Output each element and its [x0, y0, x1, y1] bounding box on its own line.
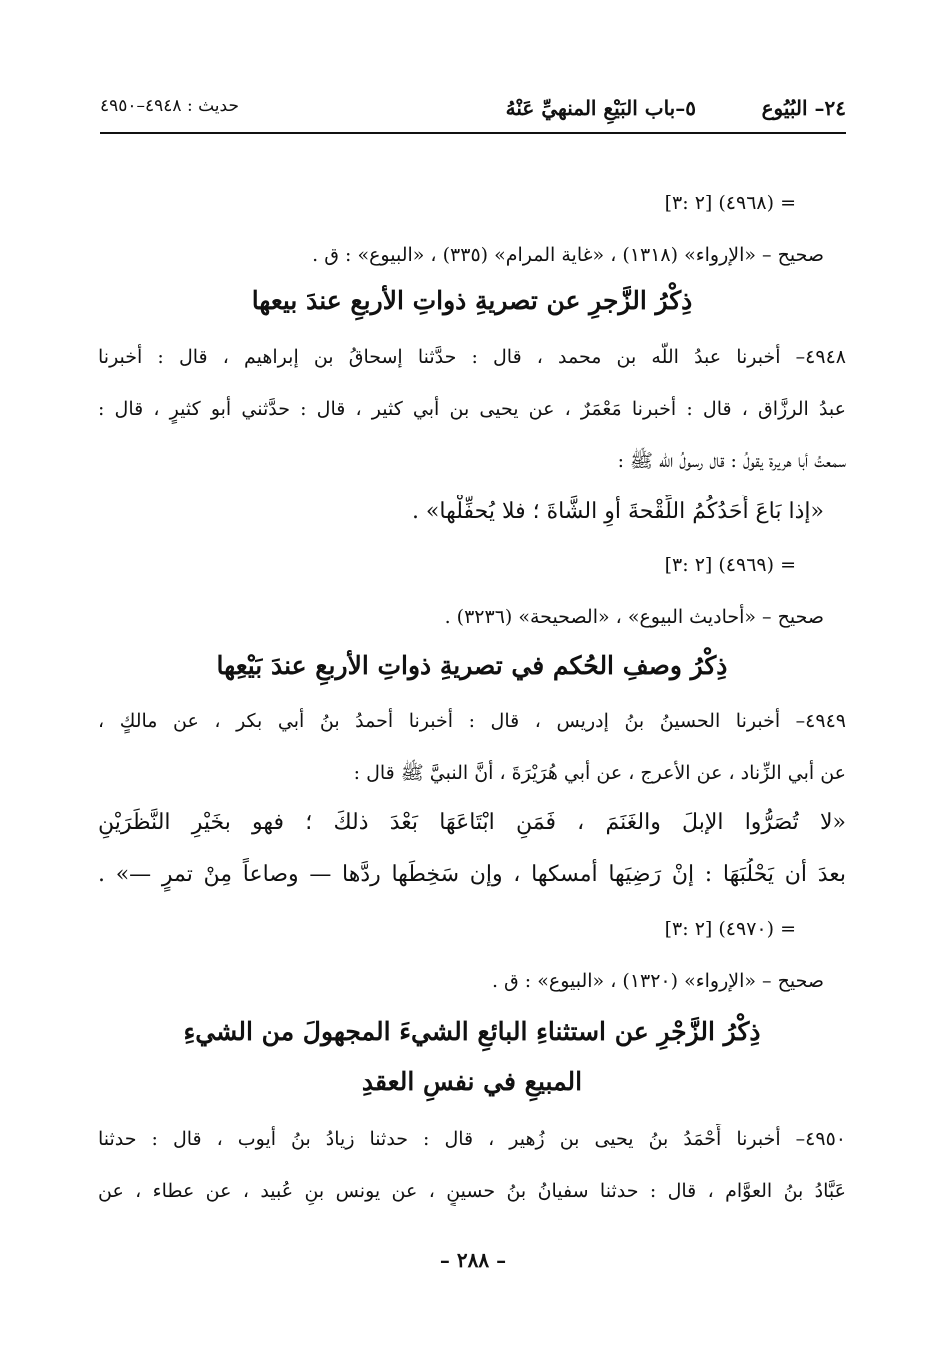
- hadith-4949-line-2: عن أبي الزِّناد ، عن الأعرج ، عن أبي هُرَيْرَةَ ، أنَّ النبيَّ ﷺ قال :: [353, 762, 846, 784]
- cross-reference-4969: = (٤٩٦٩) [٢ :٣]: [664, 554, 796, 576]
- hadith-range: حديث : ٤٩٤٨–٤٩٥٠: [100, 96, 239, 116]
- running-header: [100, 92, 846, 134]
- hadith-4948-line-1: ٤٩٤٨– أخبرنا عبدُ اللّه بن محمد ، قال : حدَّثنا إسحاقُ بن إبراهيم ، قال : أخبرنا: [98, 346, 846, 368]
- section-heading-line-1: ذِكْرُ الزَّجْرِ عن استثناءِ البائعِ الشيءَ المجهولَ من الشيءِ: [183, 1017, 761, 1046]
- hadith-4950-line-2: عَبَّادُ بنُ العوَّام ، قال : حدثنا سفيانُ بنُ حسينٍ ، عن يونس بنِ عُبيد ، عن عطاء ، عن: [98, 1180, 846, 1202]
- cross-reference-4968: = (٤٩٦٨) [٢ :٣]: [664, 192, 796, 214]
- section-heading: ذِكْرُ الزَّجرِ عن تصريةِ ذواتِ الأربعِ عندَ بيعها: [251, 286, 693, 315]
- hadith-4949-line-1: ٤٩٤٩– أخبرنا الحسينُ بنُ إدريس ، قال : أخبرنا أحمدُ بنُ أبي بكر ، عن مالكٍ ،: [98, 710, 846, 732]
- hadith-4948-line-2: عبدُ الرزَّاق ، قال : أخبرنا مَعْمَرٌ ، عن يحيى بن أبي كثير ، قال : حدَّثني أبو كثيرٍ ، قال :: [98, 398, 846, 420]
- hadith-4949-matn-2: بعدَ أن يَحْلُبَهَا : إنْ رَضِيَها أمسكها ، وإن سَخِطَها ردَّها — وصاعاً مِنْ تمرٍ —» .: [98, 862, 846, 887]
- book-title: ٢٤– البُيُوع: [761, 96, 846, 120]
- hadith-4950-line-1: ٤٩٥٠– أخبرنا أَحْمَدُ بنُ يحيى بن زُهير ، قال : حدثنا زيادُ بنُ أيوب ، قال : حدثنا: [98, 1128, 846, 1150]
- page-number: – ٢٨٨ –: [439, 1248, 507, 1272]
- hadith-4948-line-3: سمعتُ أبا هريرة يقولُ : قال رسولُ اللّه ﷺ :: [617, 450, 846, 472]
- hadith-4948-matn: «إذا بَاعَ أَحَدُكُمُ اللِّقْحةَ أوِ الشَّاةَ ؛ فلا يُحفِّلْها» .: [411, 499, 824, 524]
- chapter-title: ٥–باب البَيْعِ المنهيِّ عَنْهُ: [505, 96, 696, 120]
- grading-line: صحيح – «الإرواء» (١٣٢٠) ، «البيوع» : ق .: [491, 970, 824, 992]
- cross-reference-4970: = (٤٩٧٠) [٢ :٣]: [664, 918, 796, 940]
- hadith-4949-matn-1: «لا تُصَرُّوا الإبلَ والغَنَمَ ، فَمَنِ ابْتَاعَهَا بَعْدَ ذلكَ ؛ فهو بخَيْرِ النَّظَرَيْنِ: [98, 810, 846, 835]
- section-heading-line-2: المبيعِ في نفسِ العقدِ: [361, 1067, 583, 1096]
- grading-line: صحيح – «الإرواء» (١٣١٨) ، «غاية المرام» (٣٣٥) ، «البيوع» : ق .: [312, 244, 824, 266]
- grading-line: صحيح – «أحاديث البيوع» ، «الصحيحة» (٣٢٣٦) .: [444, 606, 824, 628]
- section-heading: ذِكْرُ وصفِ الحُكم في تصريةِ ذواتِ الأربعِ عندَ بَيْعِها: [216, 651, 728, 680]
